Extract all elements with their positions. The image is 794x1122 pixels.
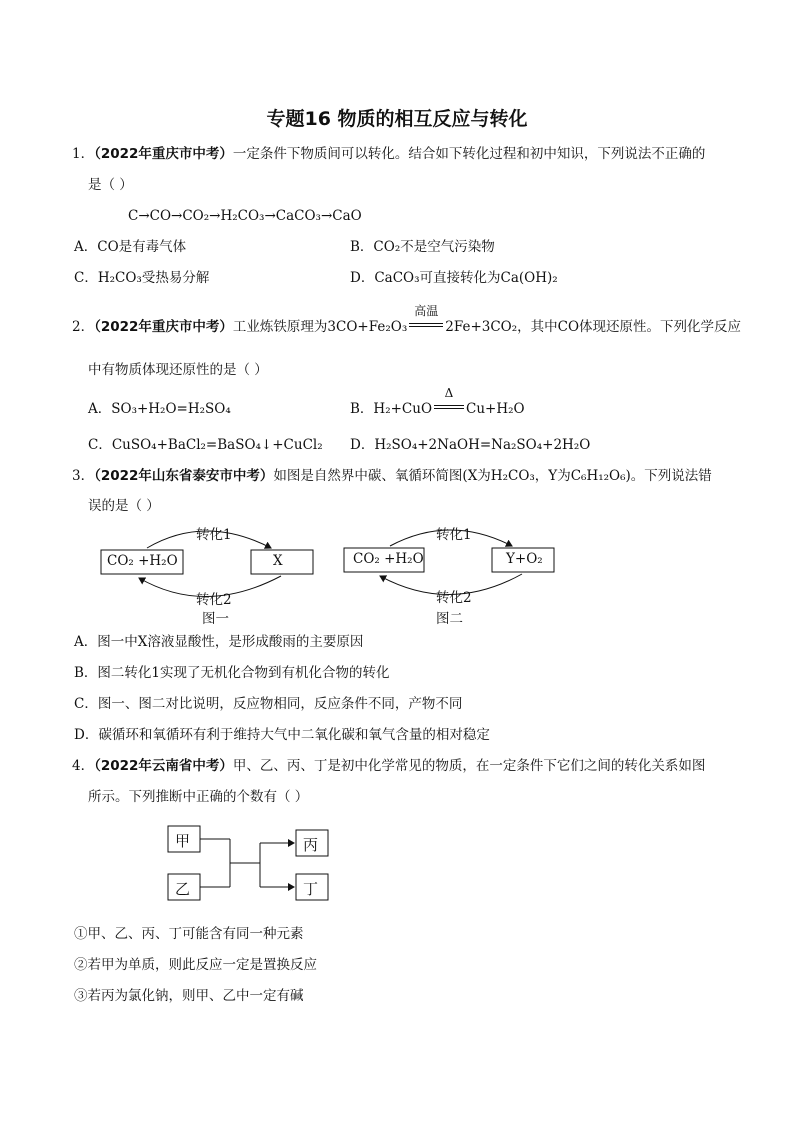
q3-stem-line1 xyxy=(72,467,712,485)
q4-box-bing-label: 丙 xyxy=(303,836,319,854)
q4-source: （2022年云南省中考） xyxy=(94,758,233,774)
q2-condition-arrow xyxy=(409,304,443,331)
fig1-top-label: 转化1 xyxy=(196,527,232,543)
q2-stem-post: 2Fe+3CO₂，其中CO体现还原性。下列化学反应 xyxy=(445,319,742,335)
q3-stem-b: 误的是（ ） xyxy=(88,498,160,514)
q2-double-line xyxy=(409,323,443,327)
q1-stem-b: 是（ ） xyxy=(88,177,133,193)
q4-stem-b: 所示。下列推断中正确的个数有（ ） xyxy=(88,789,309,805)
q3-number: 3． xyxy=(72,468,95,484)
q2-option-b-condition-arrow xyxy=(434,386,464,413)
q1-option-b: B．CO₂不是空气污染物 xyxy=(350,239,495,255)
q3-option-c: C．图一、图二对比说明，反应物相同，反应条件不同，产物不同 xyxy=(74,696,463,712)
q3-stem-a: 如图是自然界中碳、氧循环简图(X为H₂CO₃，Y为C₆H₁₂O₆)。下列说法错 xyxy=(273,468,712,484)
q2-option-b-condition-label: Δ xyxy=(444,386,454,400)
q1-option-c: C．H₂CO₃受热易分解 xyxy=(74,270,210,286)
q2-stem-b: 中有物质体现还原性的是（ ） xyxy=(88,362,268,378)
q3-option-a: A．图一中X溶液显酸性，是形成酸雨的主要原因 xyxy=(74,634,364,650)
q2-source: （2022年重庆市中考） xyxy=(94,319,233,335)
q2-option-b-double-line xyxy=(434,405,464,409)
q2-option-d: D．H₂SO₄+2NaOH=Na₂SO₄+2H₂O xyxy=(350,437,591,453)
q4-stem-a: 甲、乙、丙、丁是初中化学常见的物质，在一定条件下它们之间的转化关系如图 xyxy=(232,758,706,774)
q3-option-b: B．图二转化1实现了无机化合物到有机化合物的转化 xyxy=(74,665,390,681)
q2-stem-line1 xyxy=(72,304,742,336)
q2-condition-label: 高温 xyxy=(414,304,439,318)
q2-option-b xyxy=(350,386,525,418)
fig2-left-box-label: CO₂ +H₂O xyxy=(353,551,424,567)
q4-number: 4． xyxy=(72,758,95,774)
q2-number: 2． xyxy=(72,319,95,335)
fig2-bottom-label: 转化2 xyxy=(436,590,472,606)
q4-statement-2: ②若甲为单质，则此反应一定是置换反应 xyxy=(74,957,317,973)
q1-stem-a: 一定条件下物质间可以转化。结合如下转化过程和初中知识，下列说法不正确的 xyxy=(232,146,706,162)
q2-option-a: A．SO₃+H₂O=H₂SO₄ xyxy=(88,401,231,417)
q4-box-yi-label: 乙 xyxy=(175,880,191,898)
q4-statement-3: ③若丙为氯化钠，则甲、乙中一定有碱 xyxy=(74,988,304,1004)
fig2-top-label: 转化1 xyxy=(436,527,472,543)
q4-box-ding-label: 丁 xyxy=(303,880,319,898)
fig2-right-box-label: Y+O₂ xyxy=(506,551,543,567)
page-title: 专题16 物质的相互反应与转化 xyxy=(266,108,528,130)
q3-source: （2022年山东省泰安市中考） xyxy=(94,468,274,484)
q1-source: （2022年重庆市中考） xyxy=(94,146,233,162)
q1-stem-line1 xyxy=(72,145,705,163)
q2-option-c: C．CuSO₄+BaCl₂=BaSO₄↓+CuCl₂ xyxy=(88,437,323,453)
fig1-bottom-label: 转化2 xyxy=(196,592,232,608)
fig1-right-box-label: X xyxy=(273,553,283,569)
fig1-left-box-label: CO₂ +H₂O xyxy=(107,553,178,569)
fig2-caption: 图二 xyxy=(436,611,463,627)
q1-option-a: A．CO是有毒气体 xyxy=(74,239,187,255)
q1-chain: C→CO→CO₂→H₂CO₃→CaCO₃→CaO xyxy=(128,208,362,224)
q3-option-d: D．碳循环和氧循环有利于维持大气中二氧化碳和氧气含量的相对稳定 xyxy=(74,727,490,743)
q2-option-b-post: Cu+H₂O xyxy=(466,401,525,417)
q4-stem-line1 xyxy=(72,757,705,775)
q2-option-b-pre: B．H₂+CuO xyxy=(350,401,433,417)
q1-option-d: D．CaCO₃可直接转化为Ca(OH)₂ xyxy=(350,270,558,286)
q2-stem-pre: 工业炼铁原理为3CO+Fe₂O₃ xyxy=(232,319,408,335)
q4-box-jia-label: 甲 xyxy=(175,832,191,850)
fig1-caption: 图一 xyxy=(202,611,229,627)
q1-number: 1． xyxy=(72,146,95,162)
q4-statement-1: ①甲、乙、丙、丁可能含有同一种元素 xyxy=(74,926,304,942)
